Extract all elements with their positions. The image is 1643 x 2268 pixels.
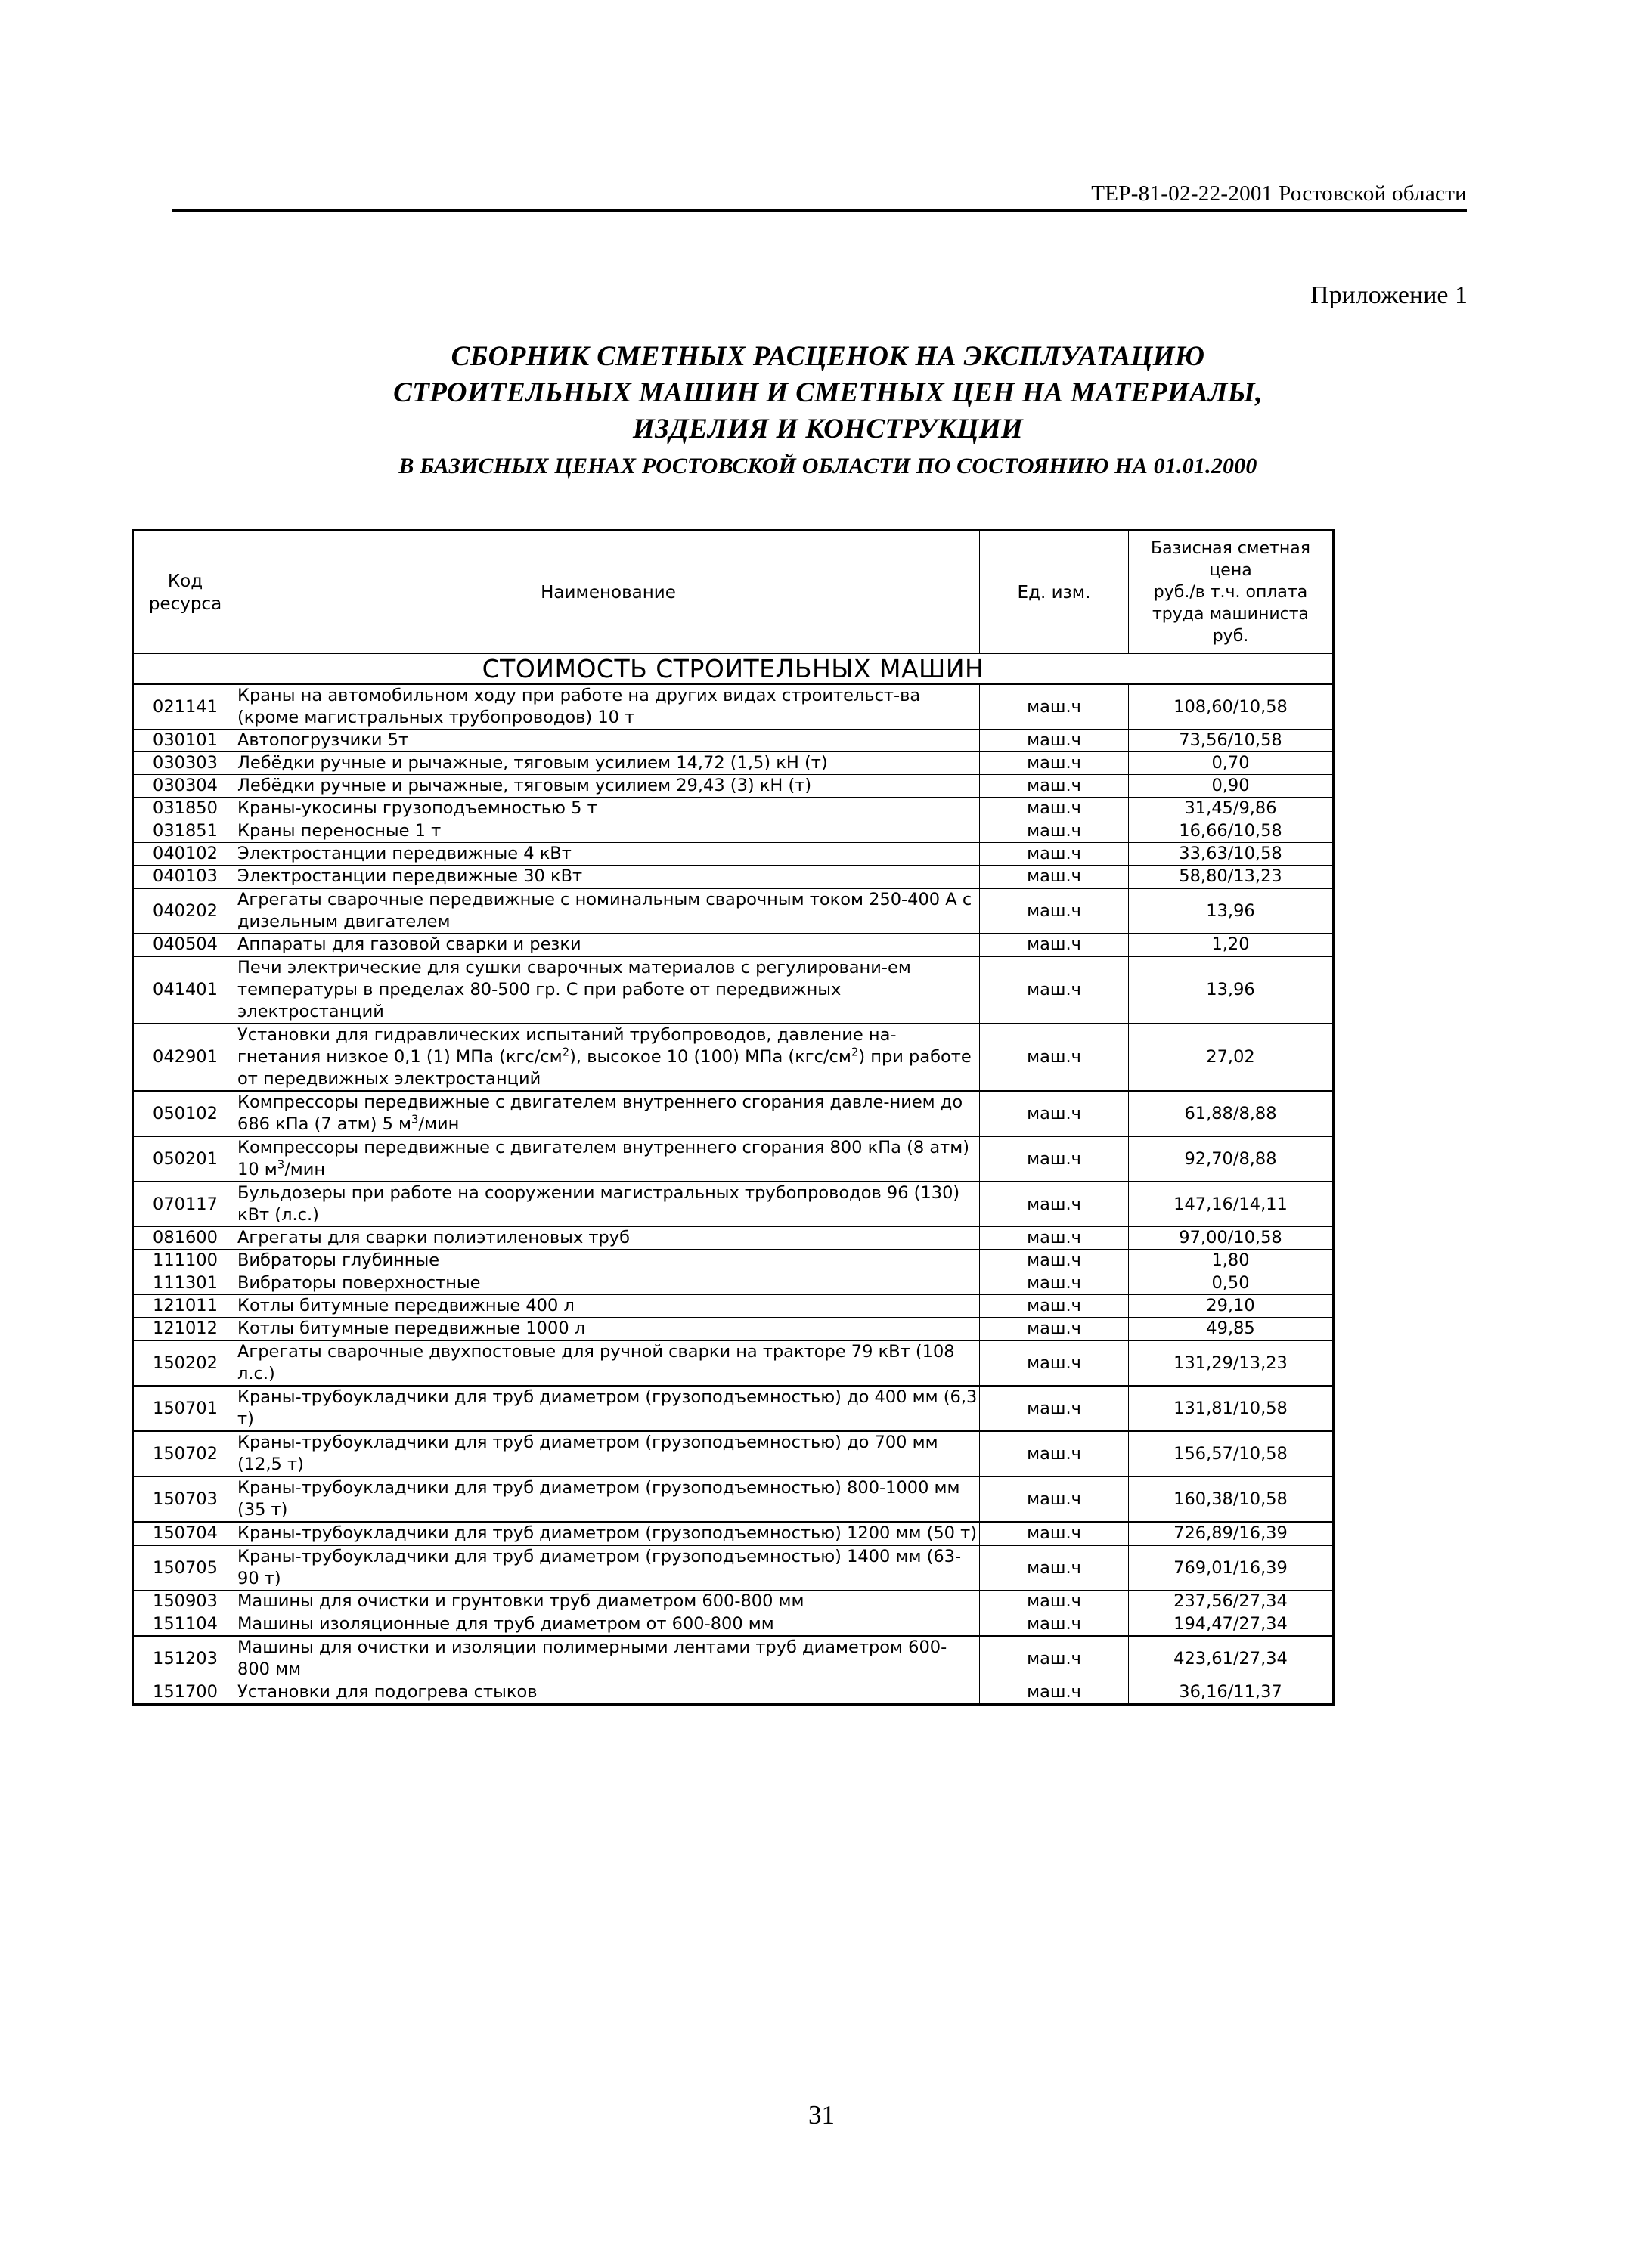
cell-resource-code: 081600 xyxy=(133,1227,237,1250)
cell-price: 1,20 xyxy=(1129,934,1334,957)
title-line-2: СТРОИТЕЛЬНЫХ МАШИН И СМЕТНЫХ ЦЕН НА МАТЕРИАЛЫ, xyxy=(393,377,1263,408)
cell-resource-code: 030101 xyxy=(133,730,237,752)
cell-resource-code: 030303 xyxy=(133,752,237,775)
table-body xyxy=(133,654,1334,1705)
cell-resource-name: Вибраторы поверхностные xyxy=(237,1272,980,1295)
price-table xyxy=(132,529,1335,1706)
table-row xyxy=(133,1522,1334,1545)
cell-resource-name: Краны на автомобильном ходу при работе на других видах строительст-ва (кроме магистральных трубопроводов) 10 т xyxy=(237,684,980,730)
table-row xyxy=(133,1591,1334,1613)
table-row xyxy=(133,1681,1334,1705)
cell-price: 1,80 xyxy=(1129,1250,1334,1272)
cell-resource-name: Котлы битумные передвижные 1000 л xyxy=(237,1318,980,1341)
cell-unit: маш.ч xyxy=(980,1227,1129,1250)
cell-price: 97,00/10,58 xyxy=(1129,1227,1334,1250)
cell-resource-code: 050102 xyxy=(133,1091,237,1136)
column-header-name: Наименование xyxy=(237,531,980,654)
column-header-price-line1: Базисная сметная xyxy=(1151,539,1310,558)
cell-unit: маш.ч xyxy=(980,1318,1129,1341)
title-line-3: ИЗДЕЛИЯ И КОНСТРУКЦИИ xyxy=(632,414,1024,445)
cell-resource-code: 040103 xyxy=(133,866,237,889)
table-row xyxy=(133,1545,1334,1591)
cell-resource-name: Вибраторы глубинные xyxy=(237,1250,980,1272)
cell-unit: маш.ч xyxy=(980,1295,1129,1318)
cell-price: 160,38/10,58 xyxy=(1129,1476,1334,1522)
cell-price: 769,01/16,39 xyxy=(1129,1545,1334,1591)
table-row xyxy=(133,1024,1334,1091)
cell-unit: маш.ч xyxy=(980,1250,1129,1272)
running-header-text: ТЕР-81-02-22-2001 Ростовской области xyxy=(1091,181,1467,206)
cell-resource-name: Котлы битумные передвижные 400 л xyxy=(237,1295,980,1318)
cell-resource-name: Установки для подогрева стыков xyxy=(237,1681,980,1705)
table-row xyxy=(133,843,1334,866)
cell-price: 16,66/10,58 xyxy=(1129,820,1334,843)
table-row xyxy=(133,1613,1334,1637)
column-header-code-line2: ресурса xyxy=(148,593,222,614)
table-row xyxy=(133,1476,1334,1522)
cell-resource-name: Машины изоляционные для труб диаметром от 600-800 мм xyxy=(237,1613,980,1637)
cell-price: 13,96 xyxy=(1129,888,1334,934)
cell-price: 108,60/10,58 xyxy=(1129,684,1334,730)
cell-price: 156,57/10,58 xyxy=(1129,1431,1334,1476)
cell-price: 73,56/10,58 xyxy=(1129,730,1334,752)
cell-resource-name: Печи электрические для сушки сварочных материалов с регулировани-ем температуры в пределах 80-500 гр. С при работе от передвижных электростанций xyxy=(237,956,980,1024)
cell-resource-code: 150705 xyxy=(133,1545,237,1591)
cell-resource-name: Автопогрузчики 5т xyxy=(237,730,980,752)
cell-resource-name: Краны-укосины грузоподъемностью 5 т xyxy=(237,798,980,820)
cell-unit: маш.ч xyxy=(980,843,1129,866)
price-table-container xyxy=(132,529,1332,1706)
cell-resource-code: 050201 xyxy=(133,1136,237,1182)
cell-resource-code: 151104 xyxy=(133,1613,237,1637)
cell-resource-name: Агрегаты сварочные двухпостовые для ручной сварки на тракторе 79 кВт (108 л.с.) xyxy=(237,1340,980,1386)
title-subtitle: В БАЗИСНЫХ ЦЕНАХ РОСТОВСКОЙ ОБЛАСТИ ПО СОСТОЯНИЮ НА 01.01.2000 xyxy=(398,454,1257,479)
cell-resource-name: Лебёдки ручные и рычажные, тяговым усилием 14,72 (1,5) кН (т) xyxy=(237,752,980,775)
cell-resource-code: 031851 xyxy=(133,820,237,843)
table-row xyxy=(133,1386,1334,1431)
cell-resource-name: Компрессоры передвижные с двигателем внутреннего сгорания 800 кПа (8 атм) 10 $м^3$/мин xyxy=(237,1136,980,1182)
cell-resource-code: 121012 xyxy=(133,1318,237,1341)
cell-price: 194,47/27,34 xyxy=(1129,1613,1334,1637)
cell-unit: маш.ч xyxy=(980,684,1129,730)
table-row xyxy=(133,934,1334,957)
table-row xyxy=(133,1340,1334,1386)
table-row xyxy=(133,1636,1334,1681)
section-title: СТОИМОСТЬ СТРОИТЕЛЬНЫХ МАШИН xyxy=(133,654,1334,685)
cell-resource-name: Установки для гидравлических испытаний трубопроводов, давление на-гнетания низкое 0,1 (1) МПа $(кгс/см^2)$, высокое 10 (100) МПа $(кгс/см^2)$ при работе от передвижных электростанций xyxy=(237,1024,980,1091)
cell-unit: маш.ч xyxy=(980,1386,1129,1431)
cell-resource-code: 150701 xyxy=(133,1386,237,1431)
cell-resource-code: 151203 xyxy=(133,1636,237,1681)
cell-unit: маш.ч xyxy=(980,866,1129,889)
cell-unit: маш.ч xyxy=(980,1136,1129,1182)
table-row xyxy=(133,866,1334,889)
table-row xyxy=(133,730,1334,752)
cell-unit: маш.ч xyxy=(980,775,1129,798)
cell-price: 49,85 xyxy=(1129,1318,1334,1341)
appendix-label: Приложение 1 xyxy=(1310,281,1468,309)
cell-unit: маш.ч xyxy=(980,934,1129,957)
cell-unit: маш.ч xyxy=(980,1272,1129,1295)
cell-unit: маш.ч xyxy=(980,730,1129,752)
cell-unit: маш.ч xyxy=(980,820,1129,843)
cell-resource-name: Бульдозеры при работе на сооружении магистральных трубопроводов 96 (130) кВт (л.с.) xyxy=(237,1182,980,1227)
cell-price: 423,61/27,34 xyxy=(1129,1636,1334,1681)
column-header-code-line1: Код xyxy=(167,571,203,591)
table-row xyxy=(133,1295,1334,1318)
cell-price: 27,02 xyxy=(1129,1024,1334,1091)
table-row xyxy=(133,1318,1334,1341)
cell-resource-name: Компрессоры передвижные с двигателем внутреннего сгорания давле-нием до 686 кПа (7 атм) 5 $м^3$/мин xyxy=(237,1091,980,1136)
cell-resource-name: Машины для очистки и грунтовки труб диаметром 600-800 мм xyxy=(237,1591,980,1613)
cell-resource-name: Краны-трубоукладчики для труб диаметром (грузоподъемностью) до 400 мм (6,3 т) xyxy=(237,1386,980,1431)
cell-price: 61,88/8,88 xyxy=(1129,1091,1334,1136)
cell-unit: маш.ч xyxy=(980,1545,1129,1591)
cell-price: 726,89/16,39 xyxy=(1129,1522,1334,1545)
cell-resource-code: 121011 xyxy=(133,1295,237,1318)
table-row xyxy=(133,752,1334,775)
cell-unit: маш.ч xyxy=(980,1613,1129,1637)
cell-unit: маш.ч xyxy=(980,1182,1129,1227)
cell-price: 147,16/14,11 xyxy=(1129,1182,1334,1227)
cell-unit: маш.ч xyxy=(980,1522,1129,1545)
cell-resource-name: Машины для очистки и изоляции полимерными лентами труб диаметром 600-800 мм xyxy=(237,1636,980,1681)
cell-resource-code: 040102 xyxy=(133,843,237,866)
cell-resource-code: 111100 xyxy=(133,1250,237,1272)
cell-resource-code: 041401 xyxy=(133,956,237,1024)
table-row xyxy=(133,1250,1334,1272)
cell-price: 0,50 xyxy=(1129,1272,1334,1295)
cell-price: 131,81/10,58 xyxy=(1129,1386,1334,1431)
cell-price: 92,70/8,88 xyxy=(1129,1136,1334,1182)
cell-resource-code: 150704 xyxy=(133,1522,237,1545)
cell-resource-code: 040202 xyxy=(133,888,237,934)
section-title-row xyxy=(133,654,1334,685)
cell-resource-name: Агрегаты для сварки полиэтиленовых труб xyxy=(237,1227,980,1250)
page-number: 31 xyxy=(808,2100,835,2130)
table-row xyxy=(133,888,1334,934)
cell-resource-name: Аппараты для газовой сварки и резки xyxy=(237,934,980,957)
cell-unit: маш.ч xyxy=(980,752,1129,775)
cell-resource-code: 150702 xyxy=(133,1431,237,1476)
cell-resource-code: 150703 xyxy=(133,1476,237,1522)
cell-unit: маш.ч xyxy=(980,956,1129,1024)
cell-resource-name: Электростанции передвижные 4 кВт xyxy=(237,843,980,866)
cell-price: 58,80/13,23 xyxy=(1129,866,1334,889)
cell-price: 29,10 xyxy=(1129,1295,1334,1318)
running-header xyxy=(172,175,1467,212)
cell-unit: маш.ч xyxy=(980,1024,1129,1091)
cell-price: 31,45/9,86 xyxy=(1129,798,1334,820)
table-row xyxy=(133,1227,1334,1250)
cell-resource-name: Краны-трубоукладчики для труб диаметром (грузоподъемностью) 1200 мм (50 т) xyxy=(237,1522,980,1545)
cell-unit: маш.ч xyxy=(980,1636,1129,1681)
table-row xyxy=(133,1431,1334,1476)
column-header-price-line3: руб./в т.ч. оплата xyxy=(1153,583,1308,602)
table-row xyxy=(133,1136,1334,1182)
column-header-unit: Ед. изм. xyxy=(980,531,1129,654)
cell-unit: маш.ч xyxy=(980,1681,1129,1705)
document-title xyxy=(121,339,1535,484)
cell-resource-name: Краны-трубоукладчики для труб диаметром (грузоподъемностью) 1400 мм (63-90 т) xyxy=(237,1545,980,1591)
cell-resource-name: Краны-трубоукладчики для труб диаметром (грузоподъемностью) до 700 мм (12,5 т) xyxy=(237,1431,980,1476)
cell-resource-code: 150202 xyxy=(133,1340,237,1386)
cell-resource-code: 070117 xyxy=(133,1182,237,1227)
table-row xyxy=(133,1091,1334,1136)
cell-resource-code: 030304 xyxy=(133,775,237,798)
cell-price: 33,63/10,58 xyxy=(1129,843,1334,866)
table-row xyxy=(133,775,1334,798)
cell-resource-name: Краны-трубоукладчики для труб диаметром (грузоподъемностью) 800-1000 мм (35 т) xyxy=(237,1476,980,1522)
cell-unit: маш.ч xyxy=(980,1340,1129,1386)
cell-resource-code: 042901 xyxy=(133,1024,237,1091)
cell-unit: маш.ч xyxy=(980,1091,1129,1136)
cell-price: 0,70 xyxy=(1129,752,1334,775)
column-header-price xyxy=(1129,531,1334,654)
cell-resource-name: Агрегаты сварочные передвижные с номинальным сварочным током 250-400 А с дизельным двигателем xyxy=(237,888,980,934)
table-row xyxy=(133,820,1334,843)
cell-unit: маш.ч xyxy=(980,1476,1129,1522)
cell-unit: маш.ч xyxy=(980,888,1129,934)
table-row xyxy=(133,684,1334,730)
cell-price: 13,96 xyxy=(1129,956,1334,1024)
cell-resource-name: Лебёдки ручные и рычажные, тяговым усилием 29,43 (3) кН (т) xyxy=(237,775,980,798)
cell-unit: маш.ч xyxy=(980,1431,1129,1476)
column-header-code xyxy=(133,531,237,654)
column-header-price-line4: труда машиниста xyxy=(1152,605,1310,624)
cell-resource-code: 111301 xyxy=(133,1272,237,1295)
cell-resource-name: Электростанции передвижные 30 кВт xyxy=(237,866,980,889)
cell-resource-code: 031850 xyxy=(133,798,237,820)
table-row xyxy=(133,798,1334,820)
cell-unit: маш.ч xyxy=(980,798,1129,820)
table-row xyxy=(133,1182,1334,1227)
cell-resource-code: 151700 xyxy=(133,1681,237,1705)
table-header-row xyxy=(133,531,1334,654)
cell-resource-code: 150903 xyxy=(133,1591,237,1613)
column-header-price-line2: цена xyxy=(1209,561,1252,580)
cell-resource-code: 040504 xyxy=(133,934,237,957)
title-line-1: СБОРНИК СМЕТНЫХ РАСЦЕНОК НА ЭКСПЛУАТАЦИЮ xyxy=(451,341,1205,372)
cell-resource-name: Краны переносные 1 т xyxy=(237,820,980,843)
table-row xyxy=(133,1272,1334,1295)
column-header-price-line5: руб. xyxy=(1212,627,1249,646)
cell-price: 36,16/11,37 xyxy=(1129,1681,1334,1705)
cell-price: 131,29/13,23 xyxy=(1129,1340,1334,1386)
cell-price: 0,90 xyxy=(1129,775,1334,798)
table-row xyxy=(133,956,1334,1024)
cell-resource-code: 021141 xyxy=(133,684,237,730)
cell-unit: маш.ч xyxy=(980,1591,1129,1613)
cell-price: 237,56/27,34 xyxy=(1129,1591,1334,1613)
